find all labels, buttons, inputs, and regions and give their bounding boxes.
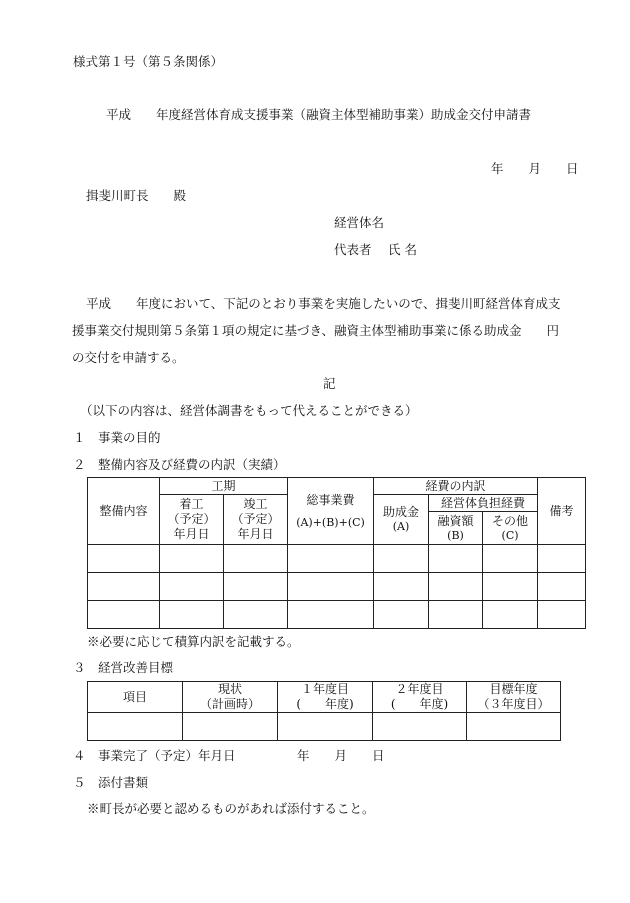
section-attachments: ５ 添付書類 [73, 775, 149, 790]
table-cell[interactable] [483, 601, 538, 629]
substitute-note: （以下の内容は、経営体調書をもって代えることができる） [80, 403, 418, 418]
table-cell[interactable] [160, 545, 224, 573]
body-line: 平成 年度において、下記のとおり事業を実施したいので、揖斐川町経営体育成支 [86, 296, 561, 311]
table-cell[interactable] [88, 601, 160, 629]
year2-label: ２年度目 [395, 682, 444, 696]
loan-code: (B) [447, 528, 464, 542]
header-year1 [278, 682, 373, 713]
table-cell[interactable] [373, 713, 467, 741]
finish-date: 年月日 [237, 527, 274, 541]
total-formula: (A)+(B)+(C) [296, 515, 365, 529]
table-cell[interactable] [429, 573, 483, 601]
start-planned: （予定） [167, 512, 216, 526]
ki-heading: 記 [323, 376, 336, 391]
header-year2 [373, 682, 467, 713]
year1-sub: ( 年度) [296, 697, 354, 711]
section-completion: ４ 事業完了（予定）年月日 [73, 748, 236, 763]
table-row [88, 713, 561, 741]
header-remarks: 備考 [538, 478, 586, 545]
subsidy-code: (A) [392, 520, 410, 534]
body-line: 援事業交付規則第５条第１項の規定に基づき、融資主体型補助事業に係る助成金 円 [72, 323, 560, 338]
table-row [88, 573, 586, 601]
attachments-note: ※町長が必要と認めるものがあれば添付すること。 [87, 801, 375, 816]
table-row [88, 601, 586, 629]
header-current [183, 682, 278, 713]
section-expenses: ２ 整備内容及び経費の内訳（実績） [73, 457, 286, 472]
other-label: その他 [492, 513, 529, 528]
subsidy-label: 助成金 [383, 505, 420, 520]
header-breakdown: 経費の内訳 [374, 478, 538, 495]
table-cell[interactable] [288, 545, 374, 573]
header-burden: 経営体負担経費 [429, 495, 538, 512]
table-cell[interactable] [374, 601, 429, 629]
table-cell[interactable] [224, 573, 288, 601]
start-label: 着工 [179, 497, 204, 511]
table-cell[interactable] [288, 601, 374, 629]
table-cell[interactable] [538, 545, 586, 573]
applicant-representative: 代表者 氏 名 [334, 242, 417, 257]
year1-label: １年度目 [300, 682, 349, 696]
target-sub: （３年度目） [477, 697, 550, 711]
loan-label: 融資額 [437, 513, 474, 528]
form-label: 様式第１号（第５条関係） [73, 54, 224, 69]
table-cell[interactable] [538, 601, 586, 629]
table-cell[interactable] [538, 573, 586, 601]
body-line: の交付を申請する。 [72, 350, 185, 365]
addressee: 揖斐川町長 殿 [86, 188, 187, 203]
table-cell[interactable] [483, 573, 538, 601]
year2-sub: ( 年度) [390, 697, 449, 711]
finish-label: 竣工 [243, 497, 268, 511]
table-cell[interactable] [224, 545, 288, 573]
start-date: 年月日 [173, 527, 210, 541]
table-cell[interactable] [483, 545, 538, 573]
header-start [160, 495, 224, 545]
table-cell[interactable] [374, 545, 429, 573]
table-cell[interactable] [224, 601, 288, 629]
target-label: 目標年度 [489, 682, 538, 696]
header-loan [429, 512, 483, 545]
expense-table [87, 477, 586, 629]
table-cell[interactable] [374, 573, 429, 601]
header-total [288, 478, 374, 545]
current-sub: （計画時） [199, 697, 260, 711]
applicant-entity-name: 経営体名 [334, 215, 385, 230]
table-cell[interactable] [88, 545, 160, 573]
section-improvement: ３ 経営改善目標 [73, 660, 174, 675]
header-target [467, 682, 561, 713]
section-purpose: １ 事業の目的 [73, 430, 161, 445]
table-footnote: ※必要に応じて積算内訳を記載する。 [87, 634, 300, 649]
table-cell[interactable] [183, 713, 278, 741]
other-code: (C) [501, 528, 519, 542]
completion-date: 年 月 日 [297, 748, 385, 763]
document-title: 平成 年度経営体育成支援事業（融資主体型補助事業）助成金交付申請書 [106, 107, 532, 122]
table-cell[interactable] [467, 713, 561, 741]
submission-date: 年 月 日 [491, 161, 579, 176]
header-period: 工期 [160, 478, 288, 495]
table-cell[interactable] [88, 713, 183, 741]
improvement-table [87, 681, 561, 741]
table-cell[interactable] [288, 573, 374, 601]
current-label: 現状 [217, 682, 242, 696]
table-cell[interactable] [278, 713, 373, 741]
header-subsidy [374, 495, 429, 545]
header-content: 整備内容 [88, 478, 160, 545]
table-cell[interactable] [429, 601, 483, 629]
finish-planned: （予定） [231, 512, 280, 526]
table-cell[interactable] [429, 545, 483, 573]
header-item: 項目 [88, 682, 183, 713]
table-row [88, 545, 586, 573]
table-cell[interactable] [88, 573, 160, 601]
total-label: 総事業費 [306, 492, 355, 507]
table-cell[interactable] [160, 573, 224, 601]
header-finish [224, 495, 288, 545]
table-cell[interactable] [160, 601, 224, 629]
header-other [483, 512, 538, 545]
